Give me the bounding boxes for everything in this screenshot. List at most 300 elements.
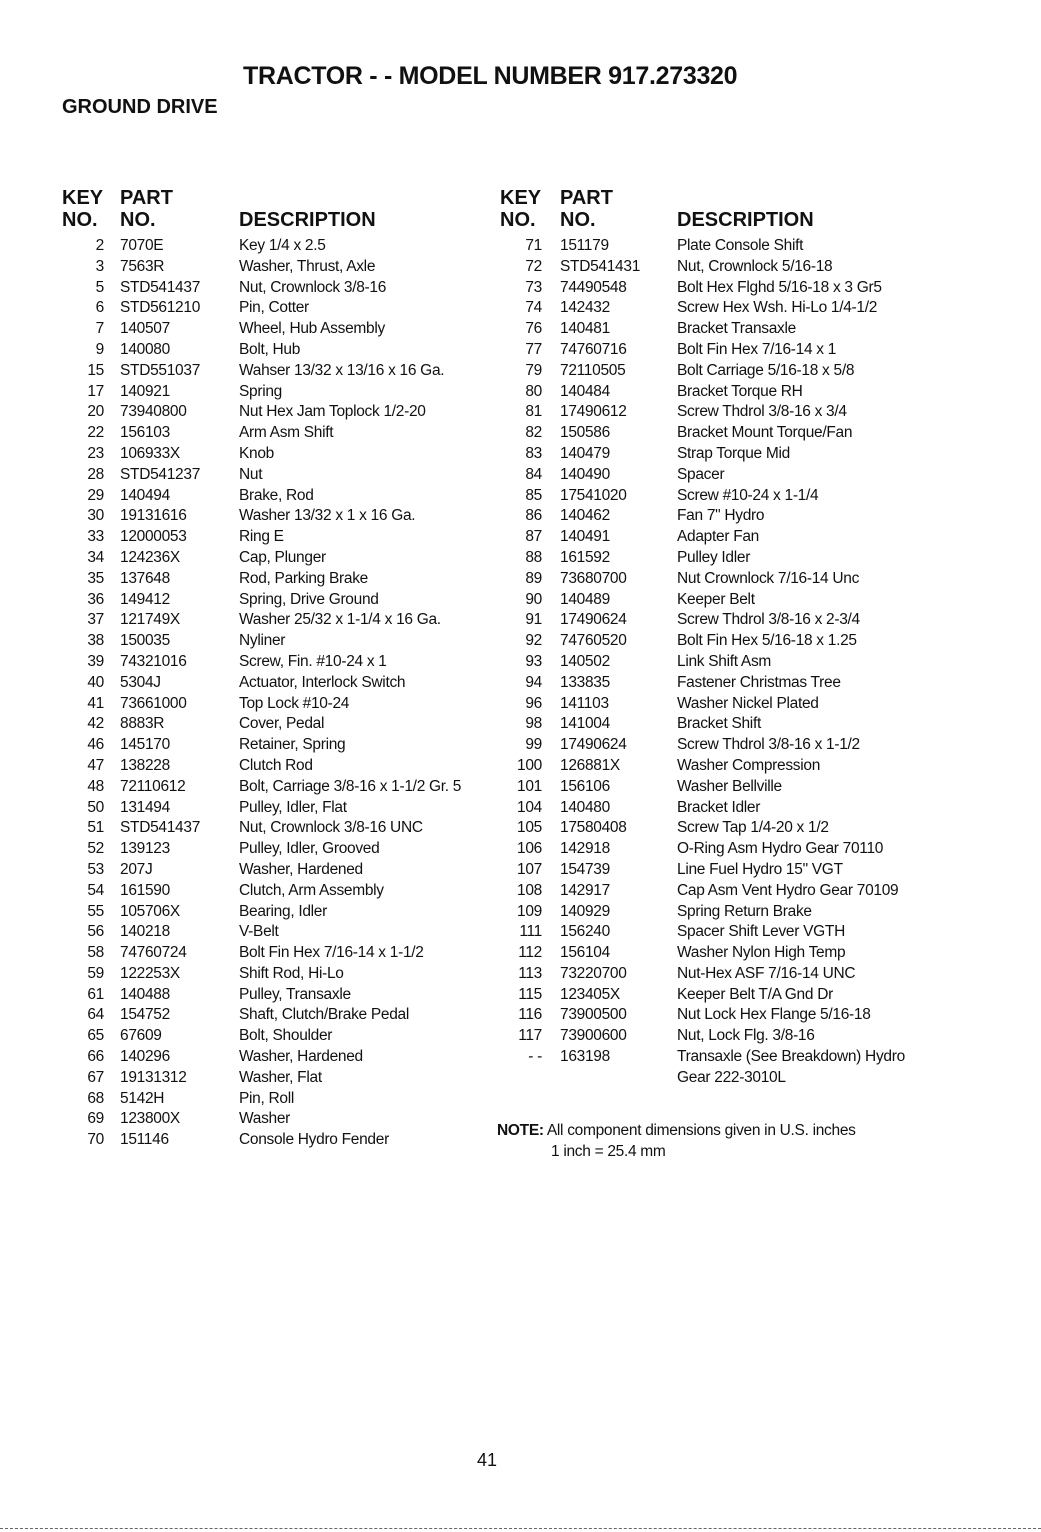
key-number: 90	[525, 590, 542, 608]
part-number: 19131312	[120, 1068, 187, 1086]
parts-table-left	[62, 186, 479, 1151]
table-row	[62, 818, 479, 839]
part-description: Spring, Drive Ground	[239, 590, 379, 608]
parts-list-left	[62, 236, 479, 1151]
part-number: 140489	[560, 590, 610, 608]
part-description: Bolt Carriage 5/16-18 x 5/8	[677, 361, 855, 379]
table-row	[62, 340, 479, 361]
table-row	[62, 1130, 479, 1151]
key-number: 64	[87, 1006, 104, 1024]
part-description: Screw, Fin. #10-24 x 1	[239, 652, 387, 670]
part-number: 142918	[560, 840, 610, 858]
part-number: 140218	[120, 923, 170, 941]
part-number: 145170	[120, 736, 170, 754]
part-number: 140507	[120, 320, 170, 338]
part-number: 73900500	[560, 1006, 627, 1024]
table-row	[498, 506, 917, 527]
part-number: 133835	[560, 673, 610, 691]
part-number: 140481	[560, 320, 610, 338]
part-number: 154739	[560, 860, 610, 878]
table-row	[62, 527, 479, 548]
part-description: Bracket Shift	[677, 715, 761, 733]
key-number: 30	[87, 507, 104, 525]
table-row	[498, 444, 917, 465]
key-number: 115	[518, 985, 542, 1003]
key-number: 7	[95, 320, 104, 338]
part-number: 151146	[120, 1131, 169, 1149]
key-number: 72	[525, 257, 542, 275]
table-row	[498, 610, 917, 631]
table-row	[62, 610, 479, 631]
key-number: 96	[525, 694, 542, 712]
table-row	[62, 506, 479, 527]
part-description: Spacer	[677, 465, 725, 483]
part-description: Nyliner	[239, 632, 286, 650]
key-number: 34	[87, 548, 104, 566]
part-number: 17490624	[560, 611, 627, 629]
parts-list-right	[498, 236, 917, 1089]
part-description: Spring Return Brake	[677, 902, 812, 920]
table-row	[62, 278, 479, 299]
part-description: Nut, Crownlock 5/16-18	[677, 257, 833, 275]
part-description: Bolt, Hub	[239, 340, 301, 358]
part-number: 163198	[560, 1048, 610, 1066]
part-number: 74760724	[120, 944, 187, 962]
part-number: 140296	[120, 1048, 170, 1066]
part-number: 156104	[560, 944, 610, 962]
table-row	[62, 319, 479, 340]
part-description: Washer, Thrust, Axle	[239, 257, 376, 275]
part-description: Strap Torque Mid	[677, 444, 790, 462]
part-description: Cover, Pedal	[239, 715, 325, 733]
part-number: 140502	[560, 652, 610, 670]
part-number: 73220700	[560, 964, 627, 982]
key-number: 28	[87, 465, 104, 483]
table-row	[62, 486, 479, 507]
table-row	[498, 985, 917, 1006]
bottom-border	[0, 1528, 1041, 1529]
key-number: 84	[525, 465, 542, 483]
key-number: 38	[87, 632, 104, 650]
part-number: 106933X	[120, 444, 180, 462]
part-description: Knob	[239, 444, 274, 462]
table-row	[62, 839, 479, 860]
part-number: 150035	[120, 632, 170, 650]
part-description: Nut, Crownlock 3/8-16	[239, 278, 387, 296]
part-description: Top Lock #10-24	[239, 694, 350, 712]
table-row	[62, 902, 479, 923]
part-number: 140462	[560, 507, 610, 525]
key-number: 79	[525, 361, 542, 379]
part-number: 161592	[560, 548, 610, 566]
part-description: Nut, Crownlock 3/8-16 UNC	[239, 819, 423, 837]
key-number: 20	[87, 403, 104, 421]
part-number: 126881X	[560, 756, 620, 774]
part-header-top: PART	[120, 187, 173, 209]
key-number: 94	[525, 673, 542, 691]
table-row	[62, 236, 479, 257]
part-description: Washer, Hardened	[239, 1048, 363, 1066]
table-row	[498, 590, 917, 611]
table-row	[62, 756, 479, 777]
part-description: Bolt, Shoulder	[239, 1027, 333, 1045]
table-row	[62, 694, 479, 715]
part-number: 17490624	[560, 736, 627, 754]
table-row	[498, 486, 917, 507]
table-row	[498, 860, 917, 881]
key-number: 80	[525, 382, 542, 400]
part-description: Screw Thdrol 3/8-16 x 2-3/4	[677, 611, 860, 629]
key-number: 81	[525, 403, 542, 421]
part-number: STD561210	[120, 299, 201, 317]
part-description: Bracket Torque RH	[677, 382, 803, 400]
part-description: Pulley, Idler, Flat	[239, 798, 347, 816]
part-number: 74760716	[560, 340, 627, 358]
table-row	[498, 548, 917, 569]
part-description: Shift Rod, Hi-Lo	[239, 964, 344, 982]
key-number: 104	[517, 798, 542, 816]
part-description: Washer 25/32 x 1-1/4 x 16 Ga.	[239, 611, 441, 629]
part-number: 67609	[120, 1027, 162, 1045]
table-row	[62, 382, 479, 403]
part-description: V-Belt	[239, 923, 279, 941]
part-number: 122253X	[120, 964, 180, 982]
part-number: 74760520	[560, 632, 627, 650]
part-number: 17541020	[560, 486, 627, 504]
part-number: 19131616	[120, 507, 187, 525]
part-description: Washer Compression	[677, 756, 821, 774]
part-description: Screw Thdrol 3/8-16 x 3/4	[677, 403, 847, 421]
key-number: 113	[518, 964, 542, 982]
part-description: Bolt Fin Hex 7/16-14 x 1	[677, 340, 837, 358]
table-row	[62, 590, 479, 611]
part-description: Nut Hex Jam Toplock 1/2-20	[239, 403, 426, 421]
table-row	[498, 527, 917, 548]
part-number: 140488	[120, 985, 170, 1003]
part-number: 8883R	[120, 715, 165, 733]
part-description: Washer	[239, 1110, 291, 1128]
key-number: 98	[525, 715, 542, 733]
table-row	[498, 236, 917, 257]
part-description: Spacer Shift Lever VGTH	[677, 923, 845, 941]
table-row	[62, 1089, 479, 1110]
part-number: 140490	[560, 465, 610, 483]
part-description: Keeper Belt T/A Gnd Dr	[677, 985, 833, 1003]
table-row	[498, 964, 917, 985]
key-number: 88	[525, 548, 542, 566]
table-row	[498, 735, 917, 756]
table-row	[498, 298, 917, 319]
part-description: Clutch, Arm Assembly	[239, 881, 384, 899]
table-row	[62, 943, 479, 964]
key-number: 100	[517, 756, 542, 774]
part-description: Bracket Mount Torque/Fan	[677, 424, 853, 442]
part-description: Bearing, Idler	[239, 902, 327, 920]
part-number: 12000053	[120, 528, 187, 546]
part-number: 124236X	[120, 548, 180, 566]
part-description: Washer, Hardened	[239, 860, 363, 878]
table-row	[498, 756, 917, 777]
table-row	[62, 361, 479, 382]
table-row	[498, 902, 917, 923]
key-number: 86	[525, 507, 542, 525]
table-row	[62, 298, 479, 319]
part-number: STD541437	[120, 278, 201, 296]
part-number: 121749X	[120, 611, 180, 629]
table-row	[498, 943, 917, 964]
key-number: 55	[87, 902, 104, 920]
description-header: DESCRIPTION	[239, 209, 376, 231]
part-number: 151179	[560, 237, 609, 254]
part-description: Adapter Fan	[677, 528, 760, 546]
page-number: 41	[476, 1450, 498, 1470]
part-description: Screw Thdrol 3/8-16 x 1-1/2	[677, 736, 860, 754]
part-number: 156240	[560, 923, 610, 941]
part-description: Keeper Belt	[677, 590, 755, 608]
key-header-bottom: NO.	[500, 209, 536, 231]
part-description: Bolt Hex Flghd 5/16-18 x 3 Gr5	[677, 278, 882, 296]
note-conversion: 1 inch = 25.4 mm	[551, 1143, 666, 1160]
table-row	[498, 714, 917, 735]
key-number: 53	[87, 860, 104, 878]
note-text: All component dimensions given in U.S. inches	[546, 1122, 856, 1139]
key-number: 42	[87, 715, 104, 733]
part-description: Nut	[239, 465, 263, 483]
table-row	[498, 423, 917, 444]
part-number: 123800X	[120, 1110, 180, 1128]
table-row	[62, 777, 479, 798]
part-description: Washer 13/32 x 1 x 16 Ga.	[239, 507, 416, 525]
table-row	[498, 361, 917, 382]
part-number: 141103	[560, 694, 609, 712]
part-number: 140480	[560, 798, 610, 816]
part-number: 140921	[120, 382, 170, 400]
table-row	[498, 694, 917, 715]
key-number: 70	[87, 1131, 104, 1149]
key-number: 65	[87, 1027, 104, 1045]
part-number: 73900600	[560, 1027, 627, 1045]
table-row	[62, 860, 479, 881]
part-number: 149412	[120, 590, 170, 608]
key-number: 39	[87, 652, 104, 670]
part-description: Console Hydro Fender	[239, 1131, 389, 1149]
table-row	[498, 319, 917, 340]
part-description: Screw #10-24 x 1-1/4	[677, 486, 819, 504]
part-number: 140929	[560, 902, 610, 920]
part-number: 123405X	[560, 985, 620, 1003]
part-description: Screw Hex Wsh. Hi-Lo 1/4-1/2	[677, 299, 878, 317]
key-number: 89	[525, 569, 542, 587]
table-row	[498, 465, 917, 486]
table-row	[498, 652, 917, 673]
part-description: Pin, Cotter	[239, 299, 309, 317]
part-number: 140494	[120, 486, 170, 504]
part-description: Pin, Roll	[239, 1089, 295, 1107]
part-number: 142917	[560, 881, 610, 899]
part-description: Clutch Rod	[239, 756, 313, 774]
table-row	[62, 1109, 479, 1130]
key-number: 3	[95, 257, 104, 275]
key-number: 116	[518, 1006, 542, 1024]
part-description: Cap, Plunger	[239, 548, 326, 566]
key-header-top: KEY	[500, 187, 542, 209]
key-number: 46	[87, 736, 104, 754]
part-header-top: PART	[560, 187, 613, 209]
key-number: 83	[525, 444, 542, 462]
key-number: 52	[87, 840, 104, 858]
table-row	[62, 985, 479, 1006]
part-number: STD541437	[120, 819, 201, 837]
part-number: 17490612	[560, 403, 627, 421]
part-number: 156106	[560, 777, 610, 795]
part-description: Rod, Parking Brake	[239, 569, 368, 587]
table-row	[62, 714, 479, 735]
table-row	[498, 881, 917, 902]
part-number: 74490548	[560, 278, 627, 296]
key-number: 9	[95, 340, 104, 358]
table-row	[62, 444, 479, 465]
table-row	[62, 465, 479, 486]
table-row	[62, 1047, 479, 1068]
key-number: 106	[517, 840, 542, 858]
part-description: Washer Nylon High Temp	[677, 944, 846, 962]
part-description: Brake, Rod	[239, 486, 314, 504]
key-number: 5	[95, 278, 104, 296]
part-number: 5142H	[120, 1089, 165, 1107]
key-number: 108	[517, 881, 542, 899]
key-number: 105	[517, 819, 542, 837]
part-number: 141004	[560, 715, 610, 733]
table-row	[62, 881, 479, 902]
key-number: 51	[87, 819, 104, 837]
page-title: TRACTOR - - MODEL NUMBER 917.273320	[243, 62, 738, 90]
key-number: 112	[518, 944, 542, 962]
part-number: 137648	[120, 569, 170, 587]
key-number: 37	[87, 611, 104, 629]
table-row	[62, 548, 479, 569]
part-description: Nut, Lock Flg. 3/8-16	[677, 1027, 815, 1045]
part-description: Line Fuel Hydro 15" VGT	[677, 860, 843, 878]
table-row	[498, 777, 917, 798]
part-description: Shaft, Clutch/Brake Pedal	[239, 1006, 409, 1024]
part-header-bottom: NO.	[560, 209, 596, 231]
part-number: 73661000	[120, 694, 187, 712]
table-row	[62, 631, 479, 652]
part-description: Ring E	[239, 528, 284, 546]
part-description: Nut Lock Hex Flange 5/16-18	[677, 1006, 871, 1024]
part-number: 7070E	[120, 237, 164, 254]
part-number: 140479	[560, 444, 610, 462]
part-description: Plate Console Shift	[677, 237, 804, 254]
key-number: 35	[87, 569, 104, 587]
table-row	[498, 257, 917, 278]
table-row	[498, 402, 917, 423]
part-number: 72110505	[560, 361, 626, 379]
key-number: 54	[87, 881, 104, 899]
part-description: Cap Asm Vent Hydro Gear 70109	[677, 881, 899, 899]
part-number: 72110612	[120, 777, 186, 795]
key-number: 68	[87, 1089, 104, 1107]
part-description: Pulley, Transaxle	[239, 985, 351, 1003]
key-number: 67	[87, 1068, 104, 1086]
parts-table-right	[498, 186, 917, 1089]
key-number: 93	[525, 652, 542, 670]
key-number: 71	[525, 237, 542, 254]
key-number: 29	[87, 486, 104, 504]
part-number: 17580408	[560, 819, 627, 837]
table-header	[498, 186, 917, 236]
part-number: 140484	[560, 382, 610, 400]
key-number: 17	[87, 382, 104, 400]
part-number: 138228	[120, 756, 170, 774]
key-number: 73	[525, 278, 542, 296]
part-number: 142432	[560, 299, 610, 317]
table-row	[498, 569, 917, 590]
part-description: Fan 7" Hydro	[677, 507, 765, 525]
key-number: 58	[87, 944, 104, 962]
part-description: O-Ring Asm Hydro Gear 70110	[677, 840, 884, 858]
table-header	[62, 186, 479, 236]
part-number: 140491	[560, 528, 610, 546]
key-number: 59	[87, 964, 104, 982]
table-row	[498, 839, 917, 860]
key-header-bottom: NO.	[62, 209, 98, 231]
part-number: 131494	[120, 798, 170, 816]
key-number: 69	[87, 1110, 104, 1128]
part-number: 150586	[560, 424, 610, 442]
key-number: 111	[519, 923, 542, 941]
table-row	[62, 922, 479, 943]
part-description: Bolt Fin Hex 7/16-14 x 1-1/2	[239, 944, 424, 962]
table-row	[62, 652, 479, 673]
part-description: Nut-Hex ASF 7/16-14 UNC	[677, 964, 856, 982]
key-number: 99	[525, 736, 542, 754]
key-number: 47	[87, 756, 104, 774]
table-row	[62, 569, 479, 590]
part-number: STD541431	[560, 257, 641, 275]
key-number: 22	[87, 424, 104, 442]
table-row	[498, 1005, 917, 1026]
part-description: Pulley, Idler, Grooved	[239, 840, 380, 858]
table-row	[62, 964, 479, 985]
part-description: Fastener Christmas Tree	[677, 673, 841, 691]
table-row	[498, 922, 917, 943]
part-description: Arm Asm Shift	[239, 424, 334, 442]
part-description: Screw Tap 1/4-20 x 1/2	[677, 819, 829, 837]
key-number: 76	[525, 320, 542, 338]
part-description: Washer Bellville	[677, 777, 782, 795]
key-number: 74	[525, 299, 542, 317]
table-row	[62, 423, 479, 444]
table-row	[498, 340, 917, 361]
table-row	[62, 673, 479, 694]
part-number: STD551037	[120, 361, 201, 379]
key-number: 6	[95, 299, 104, 317]
table-row	[498, 278, 917, 299]
part-number: 154752	[120, 1006, 170, 1024]
part-description: Actuator, Interlock Switch	[239, 673, 406, 691]
part-description: Link Shift Asm	[677, 652, 772, 670]
table-row	[498, 382, 917, 403]
part-description: Washer, Flat	[239, 1068, 322, 1086]
part-description: Nut Crownlock 7/16-14 Unc	[677, 569, 860, 587]
table-row	[62, 1068, 479, 1089]
key-number: 2	[95, 237, 104, 254]
key-number: 92	[525, 632, 542, 650]
note-label: NOTE:	[497, 1122, 544, 1139]
part-number: STD541237	[120, 465, 201, 483]
key-number: 91	[525, 611, 542, 629]
